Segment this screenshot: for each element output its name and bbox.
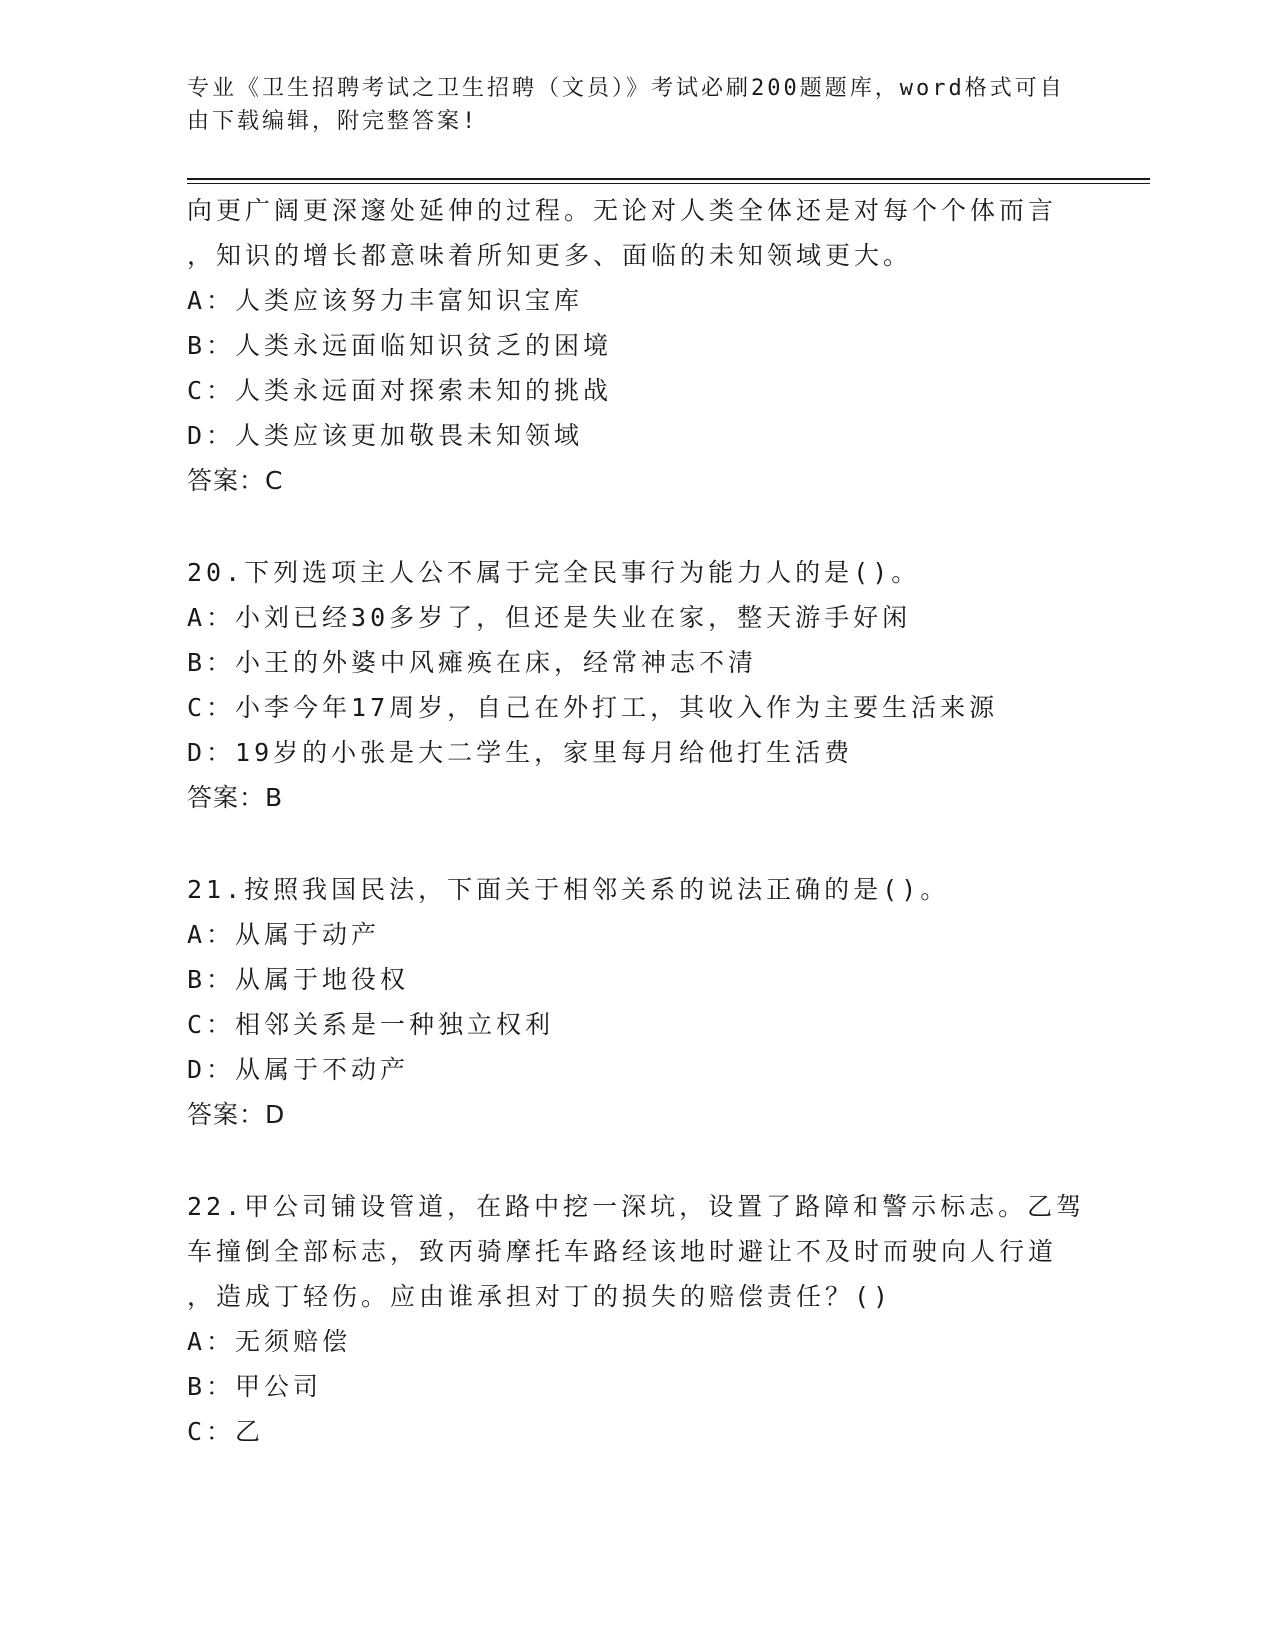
header-line-1: 专业《卫生招聘考试之卫生招聘（文员）》考试必刷200题题库，word格式可自 — [187, 76, 1065, 101]
spacer — [187, 820, 1087, 867]
question-22 — [187, 1184, 1087, 1454]
option-c: C：人类永远面对探索未知的挑战 — [187, 376, 613, 405]
option-b: B：甲公司 — [187, 1372, 323, 1401]
question-stem-line: 22.甲公司铺设管道，在路中挖一深坑，设置了路障和警示标志。乙驾 — [187, 1192, 1086, 1221]
question-stem-line: ，造成丁轻伤。应由谁承担对丁的损失的赔偿责任？() — [187, 1282, 893, 1311]
question-stem-line: 车撞倒全部标志，致丙骑摩托车路经该地时避让不及时而驶向人行道 — [187, 1237, 1058, 1266]
header-rule-thick — [187, 178, 1150, 180]
header-line-2: 由下载编辑，附完整答案! — [187, 109, 479, 134]
option-b: B：小王的外婆中风瘫痪在床，经常神志不清 — [187, 648, 758, 677]
option-d: D：人类应该更加敬畏未知领域 — [187, 421, 584, 450]
question-20 — [187, 550, 1087, 820]
question-stem: 20.下列选项主人公不属于完全民事行为能力人的是()。 — [187, 558, 921, 587]
header-rule-thin — [187, 183, 1150, 184]
answer-label: 答案：D — [187, 1100, 286, 1129]
option-c: C：小李今年17周岁，自己在外打工，其收入作为主要生活来源 — [187, 693, 999, 722]
option-c: C：相邻关系是一种独立权利 — [187, 1010, 555, 1039]
question-stem-line: 向更广阔更深邃处延伸的过程。无论对人类全体还是对每个个体而言 — [187, 196, 1058, 225]
option-c: C：乙 — [187, 1417, 265, 1446]
answer-label: 答案：B — [187, 783, 284, 812]
document-header — [187, 72, 1067, 138]
option-d: D：19岁的小张是大二学生，家里每月给他打生活费 — [187, 738, 854, 767]
spacer — [187, 503, 1087, 550]
document-body — [187, 188, 1087, 1454]
spacer — [187, 1137, 1087, 1184]
option-a: A：小刘已经30多岁了，但还是失业在家，整天游手好闲 — [187, 603, 912, 632]
question-stem: 21.按照我国民法，下面关于相邻关系的说法正确的是()。 — [187, 875, 950, 904]
question-21 — [187, 867, 1087, 1137]
option-d: D：从属于不动产 — [187, 1055, 410, 1084]
question-stem-line: ，知识的增长都意味着所知更多、面临的未知领域更大。 — [187, 241, 913, 270]
option-a: A：人类应该努力丰富知识宝库 — [187, 286, 584, 315]
option-a: A：无须赔偿 — [187, 1327, 352, 1356]
option-b: B：从属于地役权 — [187, 965, 410, 994]
option-a: A：从属于动产 — [187, 920, 381, 949]
question-continuation — [187, 188, 1087, 503]
answer-label: 答案：C — [187, 466, 284, 495]
option-b: B：人类永远面临知识贫乏的困境 — [187, 331, 613, 360]
